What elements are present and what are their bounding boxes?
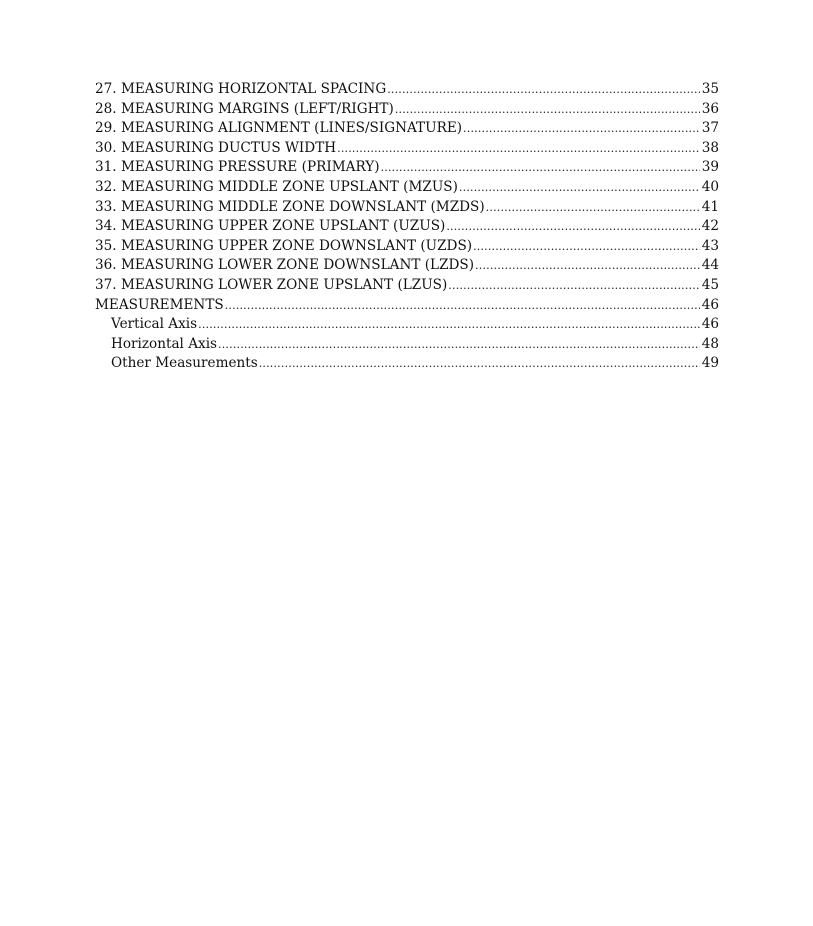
toc-page-number: 38 xyxy=(701,139,719,156)
toc-entry-title: 27. MEASURING HORIZONTAL SPACING xyxy=(95,81,387,97)
toc-entry[interactable] xyxy=(95,139,719,159)
toc-dot-leader xyxy=(381,158,700,178)
toc-entry[interactable] xyxy=(95,119,719,139)
toc-dot-leader xyxy=(473,237,700,257)
toc-entry[interactable] xyxy=(95,100,719,120)
toc-entry-title: Horizontal Axis xyxy=(111,335,218,352)
toc-page-number: 43 xyxy=(701,237,719,254)
toc-entry-title: MEASUREMENTS xyxy=(95,296,224,313)
toc-dot-leader xyxy=(337,139,700,159)
toc-page-number: 40 xyxy=(701,178,719,195)
toc-entry[interactable] xyxy=(95,178,719,198)
toc-entry[interactable] xyxy=(95,276,719,296)
toc-entry-title: 28. MEASURING MARGINS (LEFT/RIGHT) xyxy=(95,100,394,117)
toc-entry-title: 29. MEASURING ALIGNMENT (LINES/SIGNATURE) xyxy=(95,120,463,137)
toc-page-number: 46 xyxy=(701,316,719,333)
toc-dot-leader xyxy=(448,276,699,296)
toc-subentry[interactable] xyxy=(95,335,719,355)
toc-subentry[interactable] xyxy=(95,354,719,374)
toc-entry-title: 31. MEASURING PRESSURE (PRIMARY) xyxy=(95,159,380,176)
toc-dot-leader xyxy=(198,315,700,335)
toc-page-number: 46 xyxy=(701,296,719,313)
toc-entry[interactable] xyxy=(95,237,719,257)
toc-page-number: 37 xyxy=(701,120,719,137)
toc-dot-leader xyxy=(475,256,700,276)
toc-page-number: 41 xyxy=(701,198,719,215)
toc-dot-leader xyxy=(395,100,700,120)
toc-page-number: 49 xyxy=(701,355,719,372)
toc-entry-title: 35. MEASURING UPPER ZONE DOWNSLANT (UZDS) xyxy=(95,237,473,254)
toc-entry-title: Vertical Axis xyxy=(111,316,198,333)
toc-dot-leader xyxy=(486,198,700,218)
toc-entry-title: 32. MEASURING MIDDLE ZONE UPSLANT (MZUS) xyxy=(95,178,458,195)
toc-entry[interactable] xyxy=(95,256,719,276)
toc-dot-leader xyxy=(387,80,700,100)
toc-dot-leader xyxy=(446,217,699,237)
toc-page-number: 48 xyxy=(701,335,719,352)
toc-entry[interactable] xyxy=(95,217,719,237)
toc-entry[interactable] xyxy=(95,158,719,178)
table-of-contents xyxy=(95,80,719,374)
toc-entry-title: 37. MEASURING LOWER ZONE UPSLANT (LZUS) xyxy=(95,276,448,293)
toc-dot-leader xyxy=(218,335,700,355)
toc-dot-leader xyxy=(225,296,700,316)
toc-page-number: 45 xyxy=(701,276,719,293)
toc-section-entry[interactable] xyxy=(95,296,719,316)
toc-dot-leader xyxy=(259,354,700,374)
toc-entry-title: 30. MEASURING DUCTUS WIDTH xyxy=(95,139,337,156)
toc-entry-title: 34. MEASURING UPPER ZONE UPSLANT (UZUS) xyxy=(95,218,446,235)
toc-subentry[interactable] xyxy=(95,315,719,335)
toc-entry-title: Other Measurements xyxy=(111,355,258,372)
toc-page-number: 35 xyxy=(701,81,719,97)
toc-page-number: 42 xyxy=(701,218,719,235)
toc-dot-leader xyxy=(459,178,700,198)
toc-page-number: 36 xyxy=(701,100,719,117)
toc-entry[interactable] xyxy=(95,198,719,218)
toc-page-number: 39 xyxy=(701,159,719,176)
toc-entry[interactable] xyxy=(95,80,719,100)
toc-entry-title: 33. MEASURING MIDDLE ZONE DOWNSLANT (MZDS) xyxy=(95,198,485,215)
toc-entry-title: 36. MEASURING LOWER ZONE DOWNSLANT (LZDS) xyxy=(95,257,475,274)
toc-dot-leader xyxy=(463,119,700,139)
toc-page-number: 44 xyxy=(701,257,719,274)
